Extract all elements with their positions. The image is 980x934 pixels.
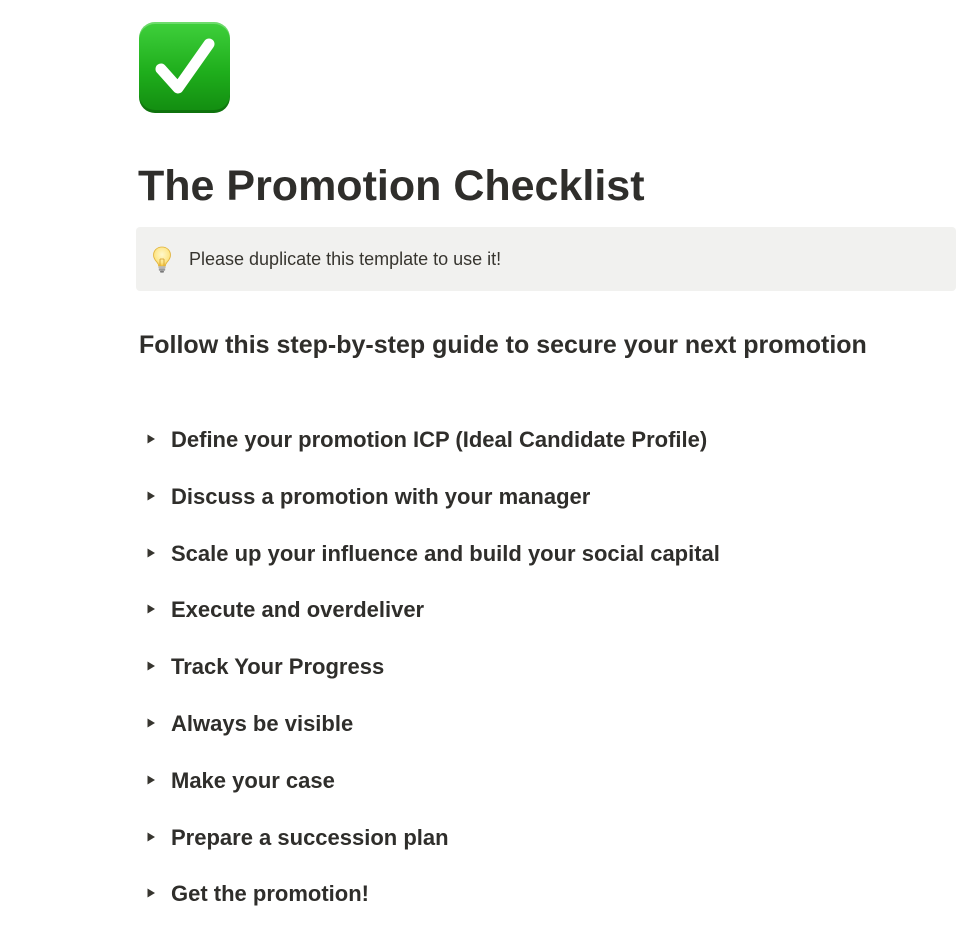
section-heading[interactable]: Follow this step-by-step guide to secure your next promotion [139,331,867,359]
triangle-right-icon[interactable] [139,825,163,849]
toggle-item[interactable] [139,707,939,764]
triangle-right-icon[interactable] [139,597,163,621]
toggle-label[interactable]: Discuss a promotion with your manager [171,483,591,509]
toggle-item[interactable] [139,537,939,594]
toggle-label[interactable]: Make your case [171,767,335,793]
page-title[interactable]: The Promotion Checklist [138,162,645,210]
triangle-right-icon[interactable] [139,768,163,792]
toggle-label[interactable]: Execute and overdeliver [171,597,425,623]
triangle-right-icon[interactable] [139,484,163,508]
check-mark-icon[interactable] [139,22,230,113]
toggle-item[interactable] [139,821,939,878]
toggle-label[interactable]: Get the promotion! [171,881,369,907]
toggle-item[interactable] [139,423,939,480]
toggle-item[interactable] [139,593,939,650]
check-mark-glyph [139,22,230,113]
toggle-label[interactable]: Scale up your influence and build your social capital [171,540,720,566]
toggle-item[interactable] [139,650,939,707]
toggle-item[interactable] [139,877,939,934]
triangle-right-icon[interactable] [139,711,163,735]
toggle-item[interactable] [139,764,939,821]
triangle-right-icon[interactable] [139,427,163,451]
triangle-right-icon[interactable] [139,541,163,565]
toggle-label[interactable]: Always be visible [171,710,354,736]
callout-text[interactable]: Please duplicate this template to use it! [189,249,502,269]
toggle-label[interactable]: Define your promotion ICP (Ideal Candidate Profile) [171,427,708,452]
light-bulb-icon[interactable] [152,246,172,274]
toggle-label[interactable]: Track Your Progress [171,654,385,680]
toggle-list [139,423,939,934]
triangle-right-icon[interactable] [139,654,163,678]
toggle-item[interactable] [139,480,939,537]
callout-block[interactable] [136,227,956,291]
toggle-label[interactable]: Prepare a succession plan [171,824,449,850]
triangle-right-icon[interactable] [139,881,163,905]
